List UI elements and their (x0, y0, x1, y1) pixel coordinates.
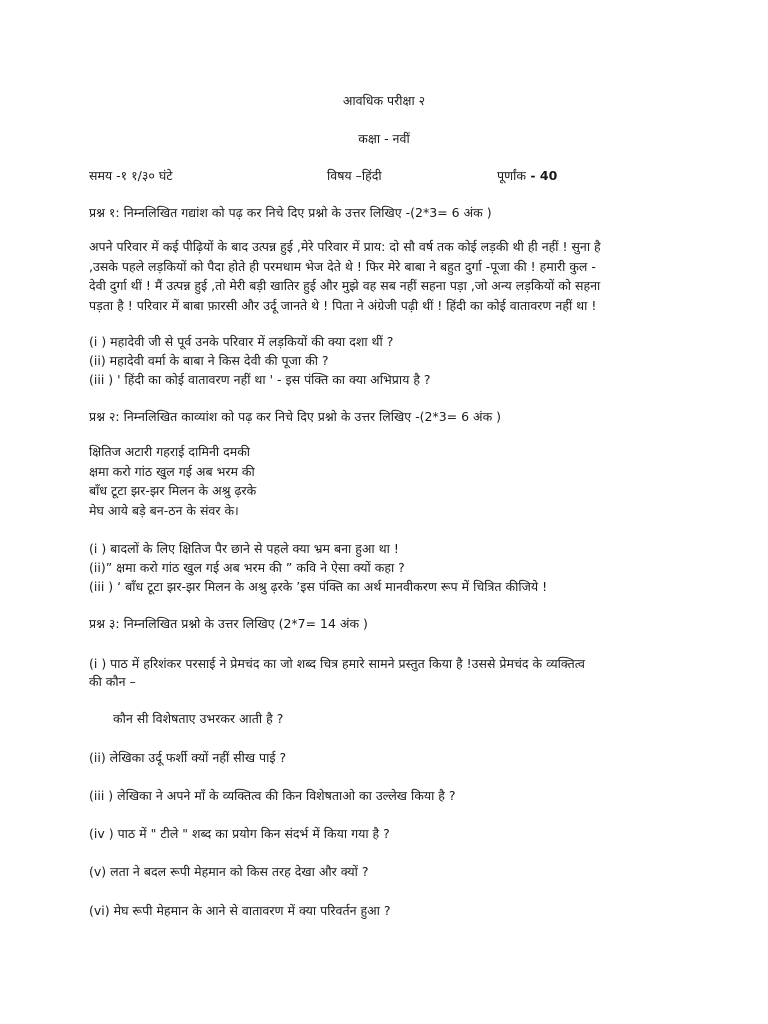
total-marks (497, 167, 557, 185)
q3-subquestion-v: (v) लता ने बदल रूपी मेहमान को किस तरह देखा और क्यों ? (89, 864, 369, 879)
q1-subquestion: (iii ) ' हिंदी का कोई वातावरण नहीं था ' - इस पंक्ति का क्या अभिप्राय है ? (89, 372, 431, 387)
q2-subquestion: (iii ) ‘ बाँध टूटा झर-झर मिलन के अश्रु ढ़रके ’इस पंक्ति का अर्थ मानवीकरण रूप में चित्रित कीजिये ! (89, 579, 548, 594)
class-label: कक्षा - नवीं (358, 131, 410, 146)
q3-subquestion-i-line1: (i ) पाठ में हरिशंकर परसाई ने प्रेमचंद का जो शब्द चित्र हमारे सामने प्रस्तुत किया है !उससे प्रेमचंद के व्यक्तित्व (89, 656, 585, 671)
q1-passage-line: देवी दुर्गा थीं ! मैं उत्पन्न हुई ,तो मेरी बड़ी खातिर हुई और मुझे वह सब नहीं सहना पड़ा ,जो अन्य लड़कियों को सहना (89, 278, 601, 293)
q2-subquestion: (i ) बादलों के लिए क्षितिज पैर छाने से पहले क्या भ्रम बना हुआ था ! (89, 541, 399, 556)
q2-poem (89, 442, 679, 520)
q2-heading: प्रश्न २: निम्नलिखित काव्यांश को पढ़ कर निचे दिए प्रश्नो के उत्तर लिखिए -(2*3= 6 अंक ) (89, 409, 502, 424)
q3-subquestion-i-line2: की कौन – (89, 674, 136, 689)
q2-subquestion: (ii)” क्षमा करो गांठ खुल गई अब भरम की ” कवि ने ऐसा क्यों कहा ? (89, 560, 405, 575)
q1-passage-line: ,उसके पहले लड़कियों को पैदा होते ही परमधाम भेज देते थे ! फिर मेरे बाबा ने बहुत दुर्गा -पूजा की ! हमारी कुल - (89, 258, 596, 274)
q3-heading: प्रश्न ३: निम्नलिखित प्रश्नो के उत्तर लिखिए (2*7= 14 अंक ) (89, 616, 368, 631)
q1-passage (89, 237, 679, 315)
q3-subquestion-ii: (ii) लेखिका उर्दू फर्शी क्यों नहीं सीख पाई ? (89, 750, 287, 765)
q3-subquestion-vi: (vi) मेघ रूपी मेहमान के आने से वातावरण में क्या परिवर्तन हुआ ? (89, 903, 391, 918)
marks-value: - 40 (525, 168, 558, 183)
q2-poem-line: मेघ आये बड़े बन-ठन के संवर के। (89, 502, 239, 518)
q3-subquestion-i-line3: कौन सी विशेषताए उभरकर आती है ? (113, 711, 284, 726)
q1-subquestion: (ii) महादेवी वर्मा के बाबा ने किस देवी की पूजा की ? (89, 353, 329, 368)
q1-passage-line: पड़ता है ! परिवार में बाबा फ़ारसी और उर्दू जानते थे ! पिता ने अंग्रेजी पढ़ी थीं ! हिंदी का कोई वातावरण नहीं था ! (89, 297, 597, 313)
subject-label: विषय –हिंदी (327, 168, 382, 183)
q3-subquestion-iii: (iii ) लेखिका ने अपने माँ के व्यक्तित्व की किन विशेषताओ का उल्लेख किया है ? (89, 788, 456, 803)
q1-heading: प्रश्न १: निम्नलिखित गद्यांश को पढ़ कर निचे दिए प्रश्नो के उत्तर लिखिए -(2*3= 6 अंक ) (89, 205, 492, 220)
marks-label: पूर्णांक (497, 168, 526, 183)
q1-passage-line: अपने परिवार में कई पीढ़ियों के बाद उत्पन्न हुई ,मेरे परिवार में प्राय: दो सौ वर्ष तक कोई लड़की थी ही नहीं ! सुना है (89, 239, 601, 254)
time-label: समय -१ १/३० घंटे (89, 168, 173, 183)
q2-poem-line: क्षमा करो गांठ खुल गई अब भरम की (89, 463, 255, 479)
q1-subquestions (89, 332, 679, 389)
q1-subquestion: (i ) महादेवी जी से पूर्व उनके परिवार में लड़कियों की क्या दशा थीं ? (89, 334, 394, 349)
q2-subquestions (89, 539, 679, 596)
q3-subquestion-iv: (iv ) पाठ में " टीले " शब्द का प्रयोग किन संदर्भ में किया गया है ? (89, 826, 390, 841)
exam-title: आवधिक परीक्षा २ (342, 93, 426, 108)
q2-poem-line: बाँध टूटा झर-झर मिलन के अश्रु ढ़रके (89, 483, 257, 498)
q2-poem-line: क्षितिज अटारी गहराई दामिनी दमकी (89, 444, 251, 459)
